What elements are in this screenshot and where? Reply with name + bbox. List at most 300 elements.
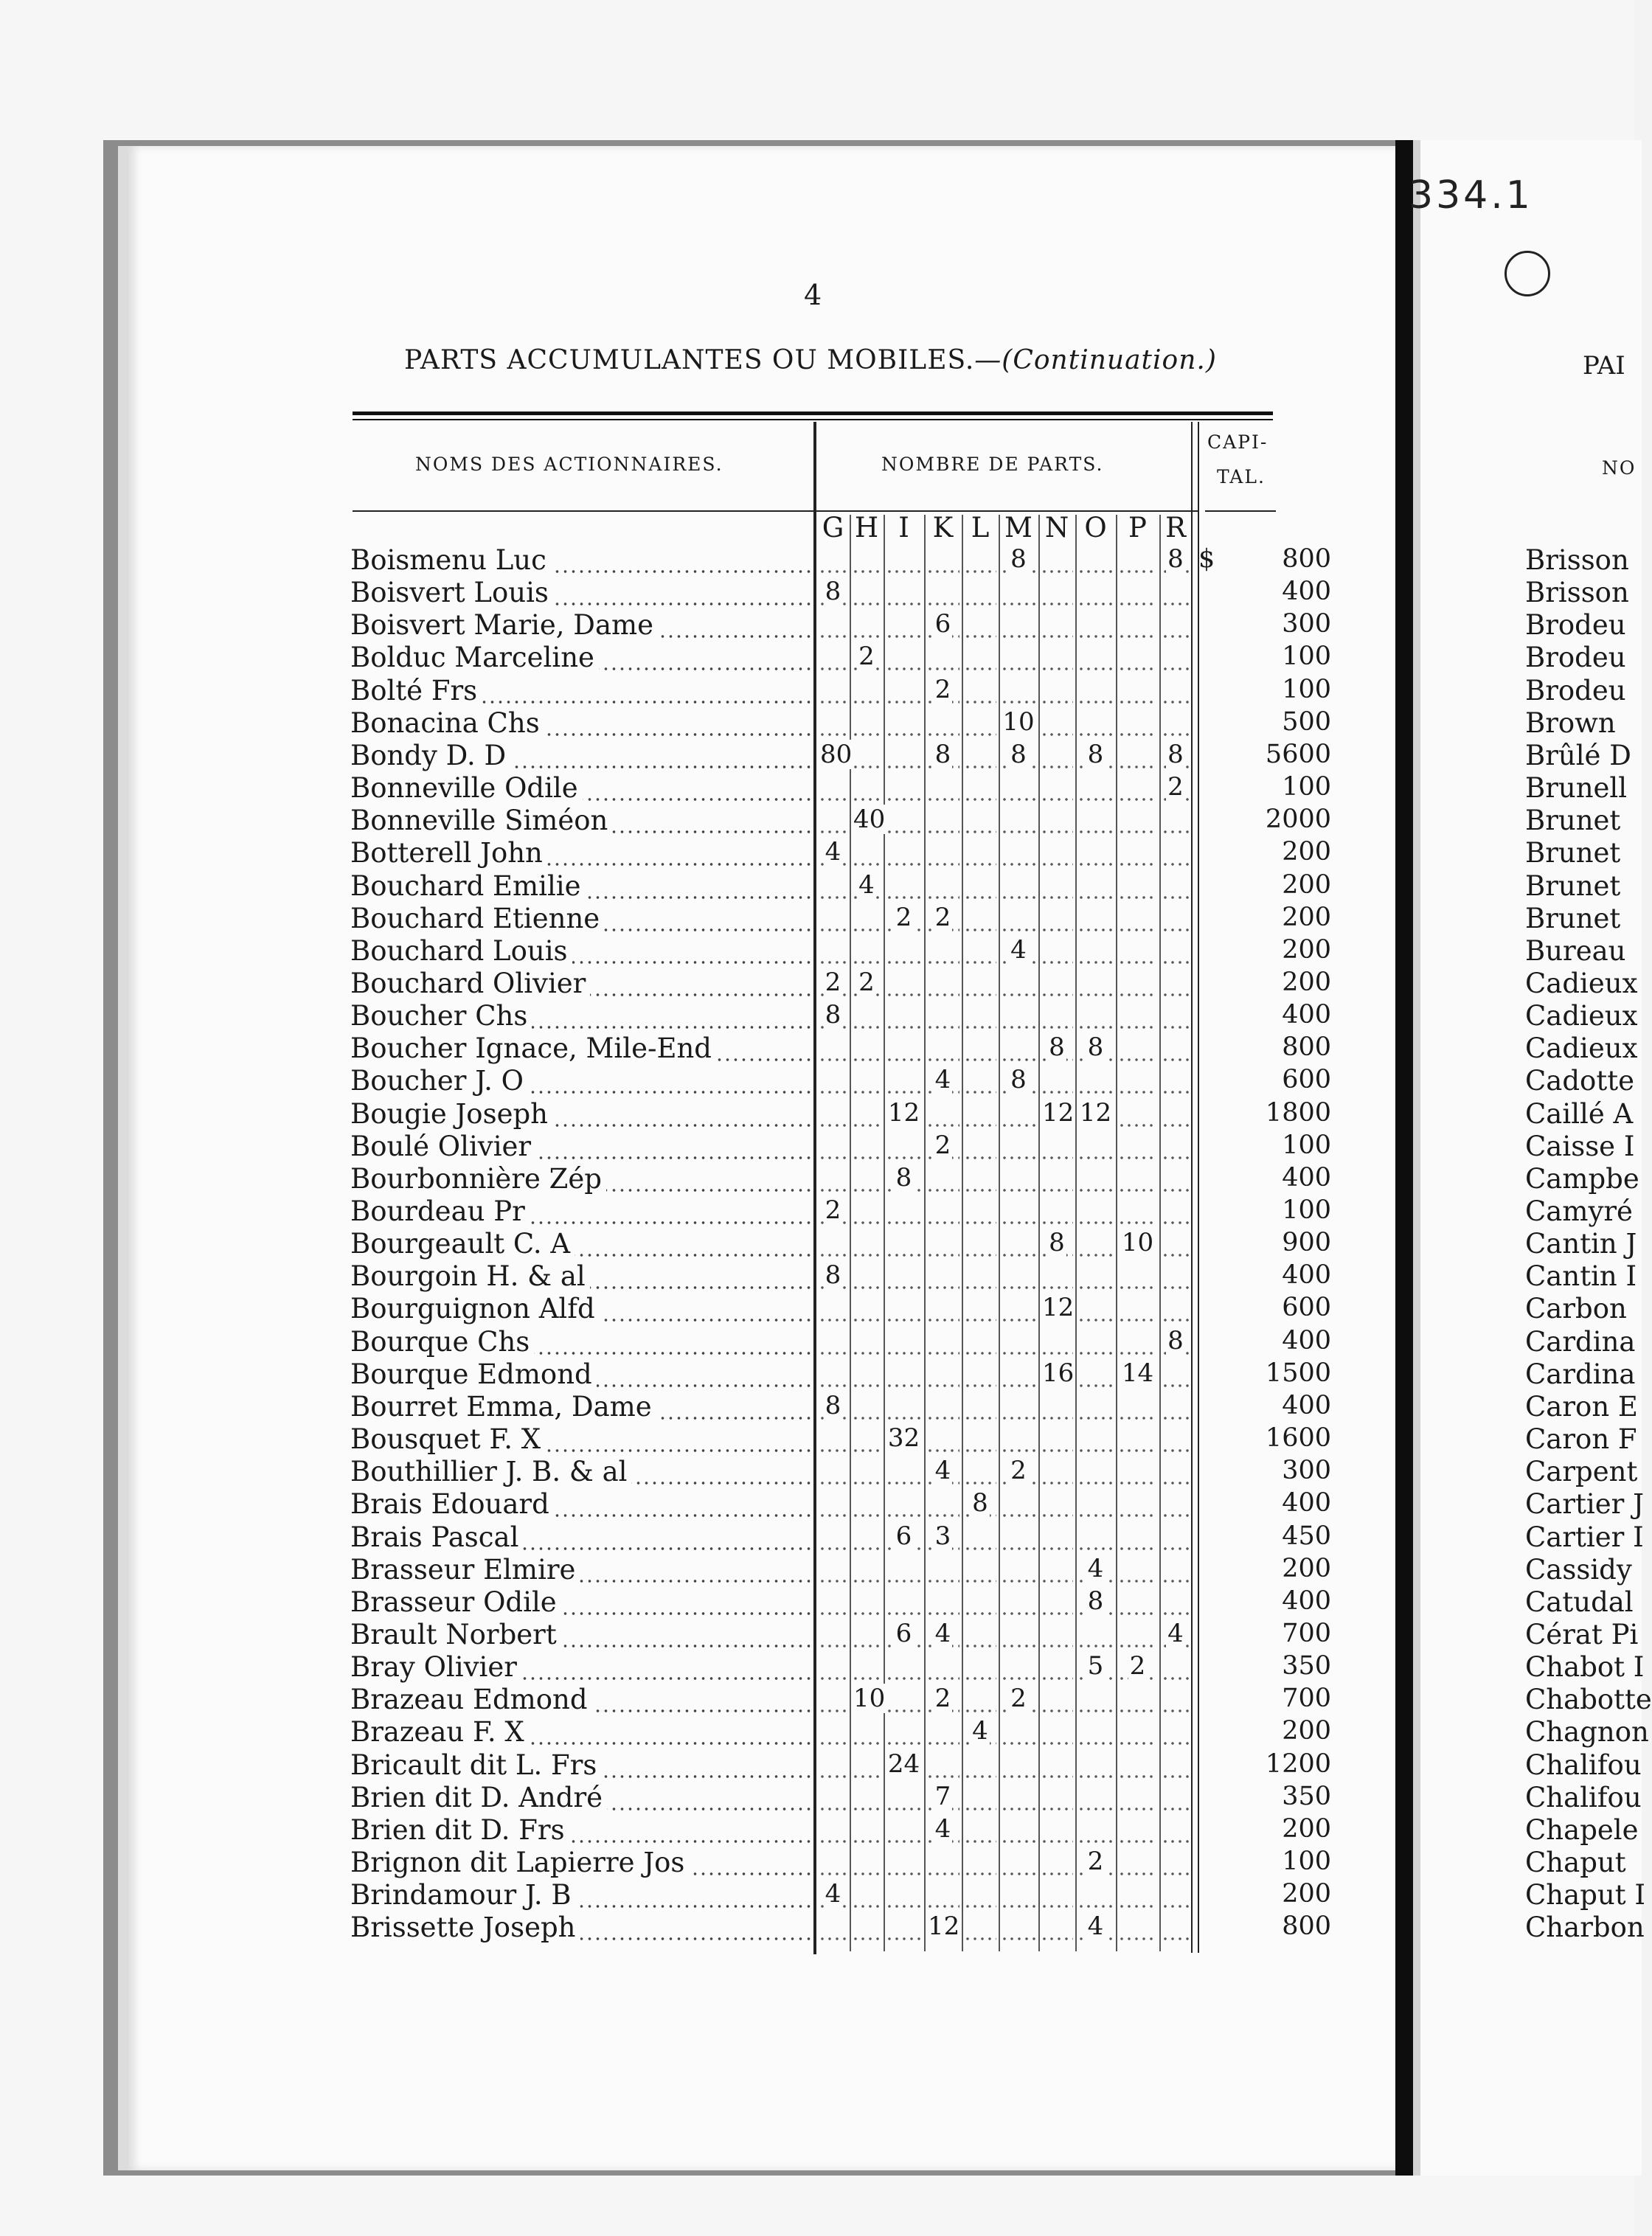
title-text: PARTS ACCUMULANTES OU MOBILES. [404,345,975,375]
parts-cell-p [1118,1293,1157,1325]
parts-cell-l: 4 [964,1716,996,1749]
part-letter-h: H [854,512,879,544]
dollar-sign: $ [1198,544,1215,574]
parts-cell-n [1041,1749,1073,1782]
shareholder-name: Brien dit D. Frs [350,1814,811,1846]
parts-cell-i [886,1065,922,1097]
table-row [350,869,1331,903]
parts-cell-r [1162,1521,1190,1554]
parts-cell-n [1041,1326,1073,1358]
parts-cell-p [1118,1423,1157,1456]
parts-cell-k [926,1423,959,1456]
capital-value: 350 [1282,1651,1331,1681]
parts-cell-i [886,837,922,869]
parts-cell-g: 8 [819,1260,847,1293]
parts-cell-m [1001,870,1036,903]
parts-cell-m [1001,1586,1036,1619]
parts-cell-r [1162,1847,1190,1879]
parts-cell-p [1118,609,1157,642]
shareholder-name: Bourgoin H. & al [350,1260,811,1292]
right-page-name: Cadieux [1525,1032,1638,1065]
table-row [350,934,1331,968]
parts-cell-o [1077,1423,1114,1456]
parts-cell-o [1077,1358,1114,1391]
shareholder-name: Bolduc Marceline [350,642,811,673]
header-bottom-rule-capital [1205,510,1276,512]
table-row [350,1065,1331,1097]
parts-cell-h [852,1488,881,1521]
table-row [350,1488,1331,1521]
right-page-name: Cantin I [1525,1260,1637,1293]
parts-cell-g: 80 [819,740,847,772]
part-letter-p: P [1128,512,1147,544]
parts-cell-h: 10 [852,1684,881,1716]
parts-cell-o [1077,935,1114,968]
parts-cell-k [926,1391,959,1423]
parts-cell-n: 8 [1041,1032,1073,1065]
parts-cell-h [852,1847,881,1879]
capital-value: 800 [1282,1912,1331,1942]
parts-cell-i [886,740,922,772]
parts-cell-h [852,1586,881,1619]
parts-cell-h [852,1260,881,1293]
parts-cell-k [926,1098,959,1131]
table-row [350,544,1331,577]
right-page-name: Brisson [1525,544,1629,576]
right-page-name: Cassidy [1525,1553,1632,1586]
parts-cell-l [964,772,996,805]
parts-cell-g [819,1065,847,1097]
capital-value: 1600 [1265,1423,1331,1454]
parts-cell-o [1077,1065,1114,1097]
parts-cell-r [1162,577,1190,609]
parts-cell-g: 8 [819,1391,847,1423]
right-page-name: Cardina [1525,1325,1636,1358]
parts-cell-l [964,1228,996,1260]
parts-cell-m [1001,1782,1036,1814]
parts-cell-i: 8 [886,1163,922,1195]
right-page-name: Camyré [1525,1195,1633,1227]
parts-cell-h [852,1195,881,1228]
capital-value: 200 [1282,1553,1331,1583]
parts-cell-l [964,1293,996,1325]
parts-cell-p [1118,1912,1157,1944]
shareholder-name: Bougie Joseph [350,1098,811,1130]
parts-cell-g [819,1326,847,1358]
parts-cell-r [1162,1716,1190,1749]
parts-cell-k [926,1326,959,1358]
table-row [350,805,1331,837]
parts-cell-o [1077,1619,1114,1651]
parts-cell-r [1162,1782,1190,1814]
parts-cell-n [1041,805,1073,837]
part-letter-r: R [1165,512,1186,544]
parts-cell-n [1041,1260,1073,1293]
right-page-header: NO [1602,457,1637,479]
parts-cell-l [964,1163,996,1195]
parts-cell-m [1001,837,1036,869]
part-letter-k: K [932,512,954,544]
parts-cell-h: 4 [852,870,881,903]
parts-cell-g [819,1684,847,1716]
parts-cell-n [1041,1912,1073,1944]
parts-cell-k [926,1293,959,1325]
shareholder-name: Bonneville Siméon [350,805,811,836]
parts-cell-r [1162,1228,1190,1260]
parts-cell-o: 2 [1077,1847,1114,1879]
parts-cell-h [852,577,881,609]
parts-cell-i [886,1488,922,1521]
parts-cell-l [964,1879,996,1912]
parts-cell-m [1001,1391,1036,1423]
parts-cell-p [1118,1619,1157,1651]
parts-cell-h [852,1163,881,1195]
parts-cell-r [1162,1814,1190,1847]
parts-cell-k: 7 [926,1782,959,1814]
capital-value: 400 [1282,1325,1331,1355]
parts-cell-r [1162,903,1190,935]
parts-cell-i [886,1293,922,1325]
parts-cell-r [1162,1293,1190,1325]
parts-cell-g [819,1619,847,1651]
shareholder-name: Bouchard Etienne [350,903,811,934]
parts-cell-m [1001,1716,1036,1749]
parts-cell-i [886,1847,922,1879]
capital-value: 5600 [1265,739,1331,769]
parts-cell-l [964,1814,996,1847]
parts-cell-r [1162,1423,1190,1456]
parts-cell-l [964,1684,996,1716]
parts-cell-h [852,1879,881,1912]
shareholder-name: Boucher Ignace, Mile-End [350,1032,811,1064]
parts-cell-h [852,1358,881,1391]
shareholder-name: Brissette Joseph [350,1912,811,1943]
part-letter-i: I [898,512,909,544]
parts-cell-o [1077,772,1114,805]
parts-cell-p [1118,1716,1157,1749]
parts-cell-o: 4 [1077,1912,1114,1944]
parts-cell-l [964,642,996,674]
capital-value: 350 [1282,1781,1331,1811]
parts-cell-h [852,1423,881,1456]
right-page-name: Cadieux [1525,967,1638,999]
shareholder-name: Brasseur Odile [350,1586,811,1618]
parts-cell-i [886,577,922,609]
shareholder-name: Bourguignon Alfd [350,1293,811,1324]
parts-cell-m: 8 [1001,1065,1036,1097]
table-row [350,1390,1331,1423]
parts-cell-k [926,1228,959,1260]
parts-cell-r [1162,968,1190,1000]
parts-cell-n [1041,968,1073,1000]
parts-cell-l [964,1912,996,1944]
parts-cell-k: 3 [926,1521,959,1554]
parts-cell-h: 40 [852,805,881,837]
parts-cell-i [886,1912,922,1944]
parts-cell-i [886,1684,922,1716]
table-row [350,1260,1331,1293]
parts-cell-n [1041,642,1073,674]
parts-cell-p [1118,577,1157,609]
right-page-name: Chaput I [1525,1879,1645,1912]
parts-cell-o [1077,1260,1114,1293]
parts-cell-m [1001,1163,1036,1195]
parts-cell-l [964,1521,996,1554]
parts-cell-r [1162,707,1190,740]
parts-cell-m: 2 [1001,1684,1036,1716]
parts-cell-p [1118,772,1157,805]
parts-cell-i [886,1358,922,1391]
right-page-name: Cartier I [1525,1521,1644,1553]
parts-cell-g: 4 [819,1879,847,1912]
parts-cell-h [852,1032,881,1065]
table-row [350,967,1331,1000]
parts-cell-p [1118,544,1157,577]
table-row [350,1293,1331,1325]
table-row [350,1781,1331,1814]
parts-cell-i: 24 [886,1749,922,1782]
parts-cell-l [964,870,996,903]
header-parts: NOMBRE DE PARTS. [881,454,1104,475]
parts-cell-l [964,1391,996,1423]
shareholder-name: Bourret Emma, Dame [350,1391,811,1423]
parts-cell-k: 2 [926,675,959,707]
parts-cell-o [1077,968,1114,1000]
parts-cell-k [926,772,959,805]
parts-cell-r [1162,1456,1190,1488]
capital-value: 700 [1282,1684,1331,1714]
parts-cell-g [819,903,847,935]
parts-cell-r [1162,935,1190,968]
parts-cell-p [1118,1326,1157,1358]
parts-cell-k [926,870,959,903]
table-row [350,1521,1331,1554]
parts-cell-h [852,1651,881,1684]
right-page-name: Brûlé D [1525,739,1631,771]
parts-cell-p [1118,1098,1157,1131]
parts-cell-i [886,968,922,1000]
parts-cell-o [1077,1488,1114,1521]
header-top-rule [353,412,1273,415]
parts-cell-g [819,1912,847,1944]
parts-cell-m [1001,1326,1036,1358]
parts-cell-i [886,1586,922,1619]
part-letter-g: G [822,512,844,544]
parts-cell-i [886,1456,922,1488]
shareholder-name: Brignon dit Lapierre Jos [350,1847,811,1878]
parts-cell-m [1001,1488,1036,1521]
parts-cell-p [1118,1684,1157,1716]
parts-cell-o [1077,1293,1114,1325]
parts-cell-p [1118,1488,1157,1521]
parts-cell-h [852,1554,881,1586]
right-page-name: Carbon [1525,1293,1627,1325]
parts-cell-k [926,1488,959,1521]
parts-cell-l [964,675,996,707]
parts-cell-r [1162,1358,1190,1391]
shareholder-name: Bouchard Louis [350,935,811,967]
parts-cell-p [1118,1195,1157,1228]
shareholder-name: Boucher J. O [350,1065,811,1097]
table-row [350,1032,1331,1065]
parts-cell-l [964,1782,996,1814]
parts-cell-i [886,1228,922,1260]
parts-cell-h [852,772,881,805]
right-page-name: Brunell [1525,772,1628,805]
parts-cell-k [926,935,959,968]
parts-cell-i: 2 [886,903,922,935]
parts-cell-n [1041,1554,1073,1586]
parts-cell-p [1118,1749,1157,1782]
parts-cell-k [926,1716,959,1749]
parts-cell-n [1041,772,1073,805]
parts-cell-l [964,707,996,740]
shareholder-name: Brien dit D. André [350,1782,811,1813]
parts-cell-m [1001,1423,1036,1456]
parts-cell-i [886,1814,922,1847]
capital-value: 400 [1282,1390,1331,1420]
parts-cell-i [886,1260,922,1293]
right-page-name: Brunet [1525,869,1621,902]
parts-cell-h [852,1521,881,1554]
parts-cell-n: 16 [1041,1358,1073,1391]
parts-cell-g [819,1586,847,1619]
shareholder-name: Brais Edouard [350,1488,811,1520]
right-page-name: Caisse I [1525,1130,1635,1162]
parts-cell-n [1041,1391,1073,1423]
parts-cell-r [1162,1163,1190,1195]
parts-cell-m [1001,1000,1036,1032]
capital-value: 1800 [1265,1097,1331,1128]
shareholder-name: Boucher Chs [350,1000,811,1032]
parts-cell-h [852,1131,881,1163]
parts-cell-n [1041,740,1073,772]
parts-cell-o [1077,805,1114,837]
parts-cell-p [1118,935,1157,968]
parts-cell-n [1041,1879,1073,1912]
table-row [350,772,1331,805]
parts-cell-p [1118,1879,1157,1912]
parts-cell-m: 10 [1001,707,1036,740]
parts-cell-i [886,544,922,577]
capital-value: 100 [1282,1130,1331,1160]
capital-value: 200 [1282,934,1331,965]
table-row [350,1716,1331,1749]
parts-cell-i [886,935,922,968]
parts-cell-i [886,707,922,740]
shareholder-name: Bourgeault C. A [350,1228,811,1260]
parts-cell-h [852,1619,881,1651]
capital-value: 100 [1282,674,1331,704]
right-page-name: Bureau [1525,934,1626,967]
parts-cell-k [926,1749,959,1782]
parts-cell-n [1041,1782,1073,1814]
parts-cell-g [819,1814,847,1847]
parts-cell-g: 8 [819,577,847,609]
part-letter-m: M [1004,512,1032,544]
parts-cell-g: 2 [819,1195,847,1228]
parts-cell-r [1162,837,1190,869]
capital-value: 200 [1282,869,1331,900]
parts-cell-r: 2 [1162,772,1190,805]
shareholder-name: Bourdeau Pr [350,1195,811,1227]
parts-cell-n [1041,1163,1073,1195]
parts-cell-g [819,1228,847,1260]
parts-cell-h [852,675,881,707]
parts-cell-i [886,870,922,903]
parts-cell-m [1001,1098,1036,1131]
parts-cell-r [1162,1879,1190,1912]
right-page-name: Chagnon [1525,1716,1649,1749]
parts-cell-m [1001,1131,1036,1163]
table-row [350,1553,1331,1586]
capital-value: 800 [1282,1032,1331,1063]
parts-cell-k [926,1358,959,1391]
parts-cell-g [819,609,847,642]
capital-value: 100 [1282,772,1331,802]
parts-cell-h [852,1912,881,1944]
parts-cell-p [1118,1782,1157,1814]
capital-value: 900 [1282,1228,1331,1258]
parts-cell-l [964,903,996,935]
table-row [350,674,1331,707]
shareholder-name: Boisvert Louis [350,577,811,608]
table-row [350,1586,1331,1619]
parts-cell-n [1041,1586,1073,1619]
parts-cell-k: 12 [926,1912,959,1944]
parts-cell-r [1162,675,1190,707]
parts-cell-h [852,1716,881,1749]
parts-cell-l [964,1619,996,1651]
parts-cell-k [926,544,959,577]
parts-cell-k [926,1000,959,1032]
parts-cell-r [1162,1488,1190,1521]
parts-cell-p [1118,1586,1157,1619]
parts-cell-r [1162,1554,1190,1586]
parts-cell-m: 4 [1001,935,1036,968]
parts-cell-o [1077,609,1114,642]
capital-value: 400 [1282,1488,1331,1518]
parts-cell-g [819,642,847,674]
parts-cell-l [964,1032,996,1065]
parts-cell-n [1041,1000,1073,1032]
parts-cell-l [964,1326,996,1358]
parts-cell-g [819,1488,847,1521]
shareholder-name: Bourque Chs [350,1326,811,1358]
right-page-name: Chabotte [1525,1684,1652,1716]
right-page-name: Campbe [1525,1162,1639,1195]
parts-cell-i [886,805,922,837]
parts-cell-k [926,1195,959,1228]
parts-cell-l [964,1586,996,1619]
table-row [350,642,1331,674]
page-number: 4 [804,279,822,311]
header-capital-2: TAL. [1217,466,1266,487]
parts-cell-m [1001,1912,1036,1944]
parts-cell-g [819,1163,847,1195]
parts-cell-o [1077,1163,1114,1195]
part-letter-l: L [971,512,990,544]
table-row [350,739,1331,772]
parts-cell-i [886,609,922,642]
parts-cell-m [1001,1032,1036,1065]
right-page-name: Chapele [1525,1813,1639,1846]
parts-cell-p [1118,968,1157,1000]
parts-cell-i [886,1554,922,1586]
parts-cell-o [1077,1228,1114,1260]
parts-cell-n [1041,1456,1073,1488]
right-page-name: Brown [1525,706,1616,739]
